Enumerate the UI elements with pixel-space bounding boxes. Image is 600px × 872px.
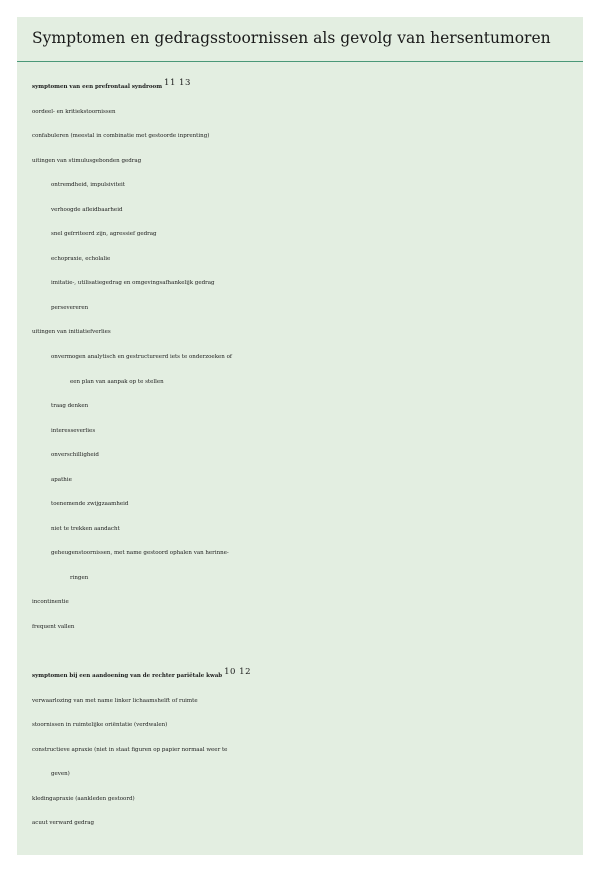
title-divider [17,61,583,62]
table-title: Symptomen en gedragsstoornissen als gevolg van hersentumoren [32,29,551,47]
list-subitem: toenemende zwijgzaamheid [51,501,129,508]
list-subitem-continuation: een plan van aanpak op te stellen [70,378,164,385]
list-item: stoornissen in ruimtelijke oriëntatie (verdwalen) [32,722,168,729]
list-item: uitingen van initiatiefverlies [32,329,111,336]
list-item: oordeel- en kritiekstoornissen [32,108,116,115]
list-subitem-continuation: ringen [70,574,89,581]
list-item: verwaarlozing van met name linker lichaamshelft of ruimte [32,697,198,704]
list-item: constructieve apraxie (niet in staat figuren op papier normaal weer te [32,746,228,753]
list-subitem: imitatie-, utilisatiegedrag en omgevingsafhankelijk gedrag [51,280,215,287]
list-subitem: interesseverlies [51,427,96,434]
list-subitem: persevereren [51,304,89,311]
list-item: incontinentie [32,599,69,606]
section-heading-prefrontal: symptomen van een prefrontaal syndroom 11 13 [32,78,191,90]
section-spacer [32,640,578,665]
list-subitem: onverschilligheid [51,452,99,459]
list-item: frequent vallen [32,624,75,631]
reference-superscript: 11 13 [164,78,191,89]
list-subitem: snel geïrriteerd zijn, agressief gedrag [51,231,157,238]
table-content [32,75,578,836]
list-subitem: echopraxie, echolalie [51,255,111,262]
list-subitem: traag denken [51,403,89,410]
list-item-continuation: geven) [51,771,70,778]
list-item: uitingen van stimulusgebonden gedrag [32,157,142,164]
list-subitem: apathie [51,476,72,483]
section-heading-parietal: symptomen bij een aandoening van de rechter pariëtale kwab 10 12 [32,667,251,680]
list-subitem: onvermogen analytisch en gestructureerd iets te onderzoeken of [51,354,232,361]
list-subitem: niet te trekken aandacht [51,525,120,532]
reference-superscript: 10 12 [224,667,251,678]
table-panel [17,17,583,855]
list-item: acuut verward gedrag [32,820,95,827]
list-subitem: geheugenstoornissen, met name gestoord ophalen van herinne- [51,550,229,557]
list-subitem: ontremdheid, impulsiviteit [51,182,125,189]
list-item: kledingapraxie (aankleden gestoord) [32,795,135,802]
list-item: confabuleren (meestal in combinatie met gestoorde inprenting) [32,133,210,140]
list-subitem: verhoogde afleidbaarheid [51,206,123,213]
